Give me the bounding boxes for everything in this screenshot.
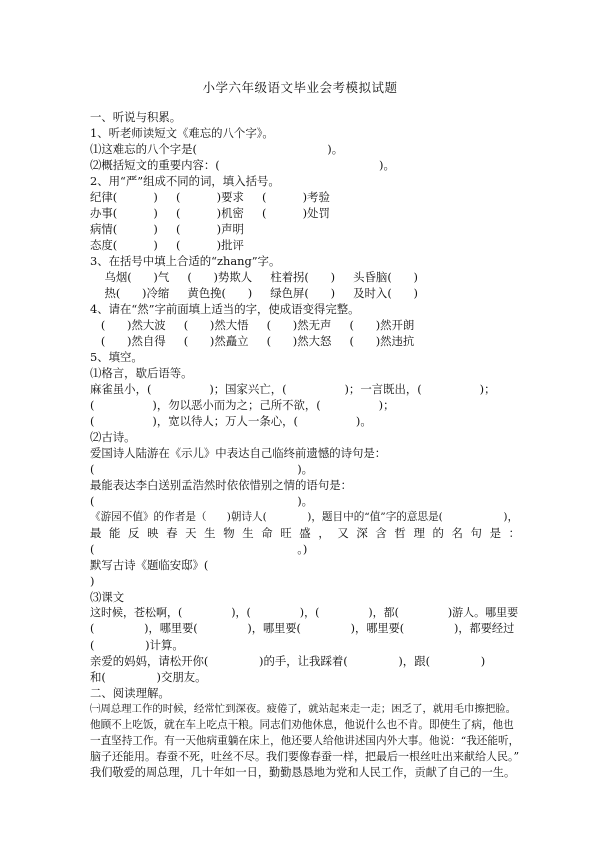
question-line: ⑴这难忘的八个字是( )。 bbox=[90, 142, 344, 156]
question-line: ( )然大波 ( )然大悟 ( )然无声 ( )然开朗 bbox=[90, 318, 415, 332]
question-line: 最能表达李白送别孟浩然时依依惜别之情的语句是： bbox=[90, 478, 352, 492]
question-line: 态度( ) ( )批评 bbox=[90, 238, 244, 252]
question-line: ⑴格言，歇后语等。 bbox=[90, 366, 193, 380]
question-line: ⑵古诗。 bbox=[90, 430, 136, 444]
question-line: 爱国诗人陆游在《示儿》中表达自己临终前遗憾的诗句是： bbox=[90, 446, 387, 460]
question-line: ( )然自得 ( )然矗立 ( )然大怒 ( )然违抗 bbox=[90, 334, 415, 348]
question-line: 办事( ) ( )机密 ( )处罚 bbox=[90, 206, 330, 220]
section-heading: 二、阅读理解。 bbox=[90, 686, 170, 700]
question-line: 病情( ) ( )声明 bbox=[90, 222, 244, 236]
question-line: ( )，勿以恶小而为之；己所不欲，( )； bbox=[90, 398, 395, 412]
question-line: 3、在括号中填上合适的“zhang”字。 bbox=[90, 254, 281, 268]
question-line: ( )计算。 bbox=[90, 638, 184, 652]
question-line: ( )，哪里要( )，哪里要( )，哪里要( )，都要经过 bbox=[90, 622, 515, 635]
question-line: 和( )交朋友。 bbox=[90, 670, 207, 684]
question-line: ⑶课文 bbox=[90, 590, 125, 604]
question-line: ( )。 bbox=[90, 462, 314, 476]
question-line: 《游园不值》的作者是（ )朝诗人( )，题目中的“值”字的意思是( )， bbox=[90, 511, 519, 523]
question-line: ( 。) bbox=[90, 542, 308, 556]
passage-line: 脑子还能用。春蚕不死，吐丝不尽。我们要像春蚕一样，把最后一根丝吐出来献给人民。” bbox=[90, 750, 520, 763]
question-line: 纪律( ) ( )要求 ( )考验 bbox=[90, 190, 330, 204]
question-line: 4、请在“然”字前面填上适当的字，使成语变得完整。 bbox=[90, 302, 360, 316]
question-line: 默写古诗《题临安邸》( bbox=[90, 558, 209, 572]
question-line: 这时候，苍松啊，( )，( )，( )，都( )游人。哪里要 bbox=[90, 606, 519, 619]
question-line: 热( )冷缩 黄色挽( ) 绿色屏( ) 及时入( ) bbox=[90, 286, 418, 300]
question-line: 亲爱的妈妈，请松开你( )的手，让我踩着( )，跟( ) bbox=[90, 654, 486, 668]
section-heading: 一、听说与积累。 bbox=[90, 110, 182, 124]
question-line: 最 能 反 映 春 天 生 物 生 命 旺 盛 ， 又 深 含 哲 理 的 名 句 是 ： bbox=[90, 526, 520, 540]
question-line: ) bbox=[90, 574, 95, 588]
question-line: 乌烟( )气 ( )势欺人 柱着拐( ) 头昏脑( ) bbox=[90, 270, 418, 284]
question-line: 2、用“严”组成不同的词，填入括号。 bbox=[90, 174, 280, 188]
page-title: 小学六年级语文毕业会考模拟试题 bbox=[202, 80, 398, 95]
passage-line: 我们敬爱的周总理，几十年如一日，勤勤恳恳地为党和人民工作，贡献了自己的一生。 bbox=[90, 766, 516, 779]
question-line: ( )，宽以待人；万人一条心，( )。 bbox=[90, 414, 372, 428]
question-line: 1、听老师读短文《难忘的八个字》。 bbox=[90, 126, 274, 140]
passage-line: 一直坚持工作。有一天他病重躺在床上，他还要人给他讲述国内外大事。他说：“我还能听， bbox=[90, 735, 520, 747]
question-line: 麻雀虽小，( )；国家兴亡，( )；一言既出，( )； bbox=[90, 382, 496, 396]
question-line: 5、填空。 bbox=[90, 350, 143, 364]
question-line: ( )。 bbox=[90, 494, 314, 508]
passage-line: 他顾不上吃饭，就在车上吃点干粮。同志们劝他休息，他说什么也不肯。即使生了病，他也 bbox=[90, 719, 514, 731]
question-line: ⑵概括短文的重要内容：( )。 bbox=[90, 158, 395, 172]
passage-line: ㈠周总理工作的时候，经常忙到深夜。疲倦了，就站起来走一走；困乏了，就用毛巾擦把脸。 bbox=[90, 703, 517, 715]
